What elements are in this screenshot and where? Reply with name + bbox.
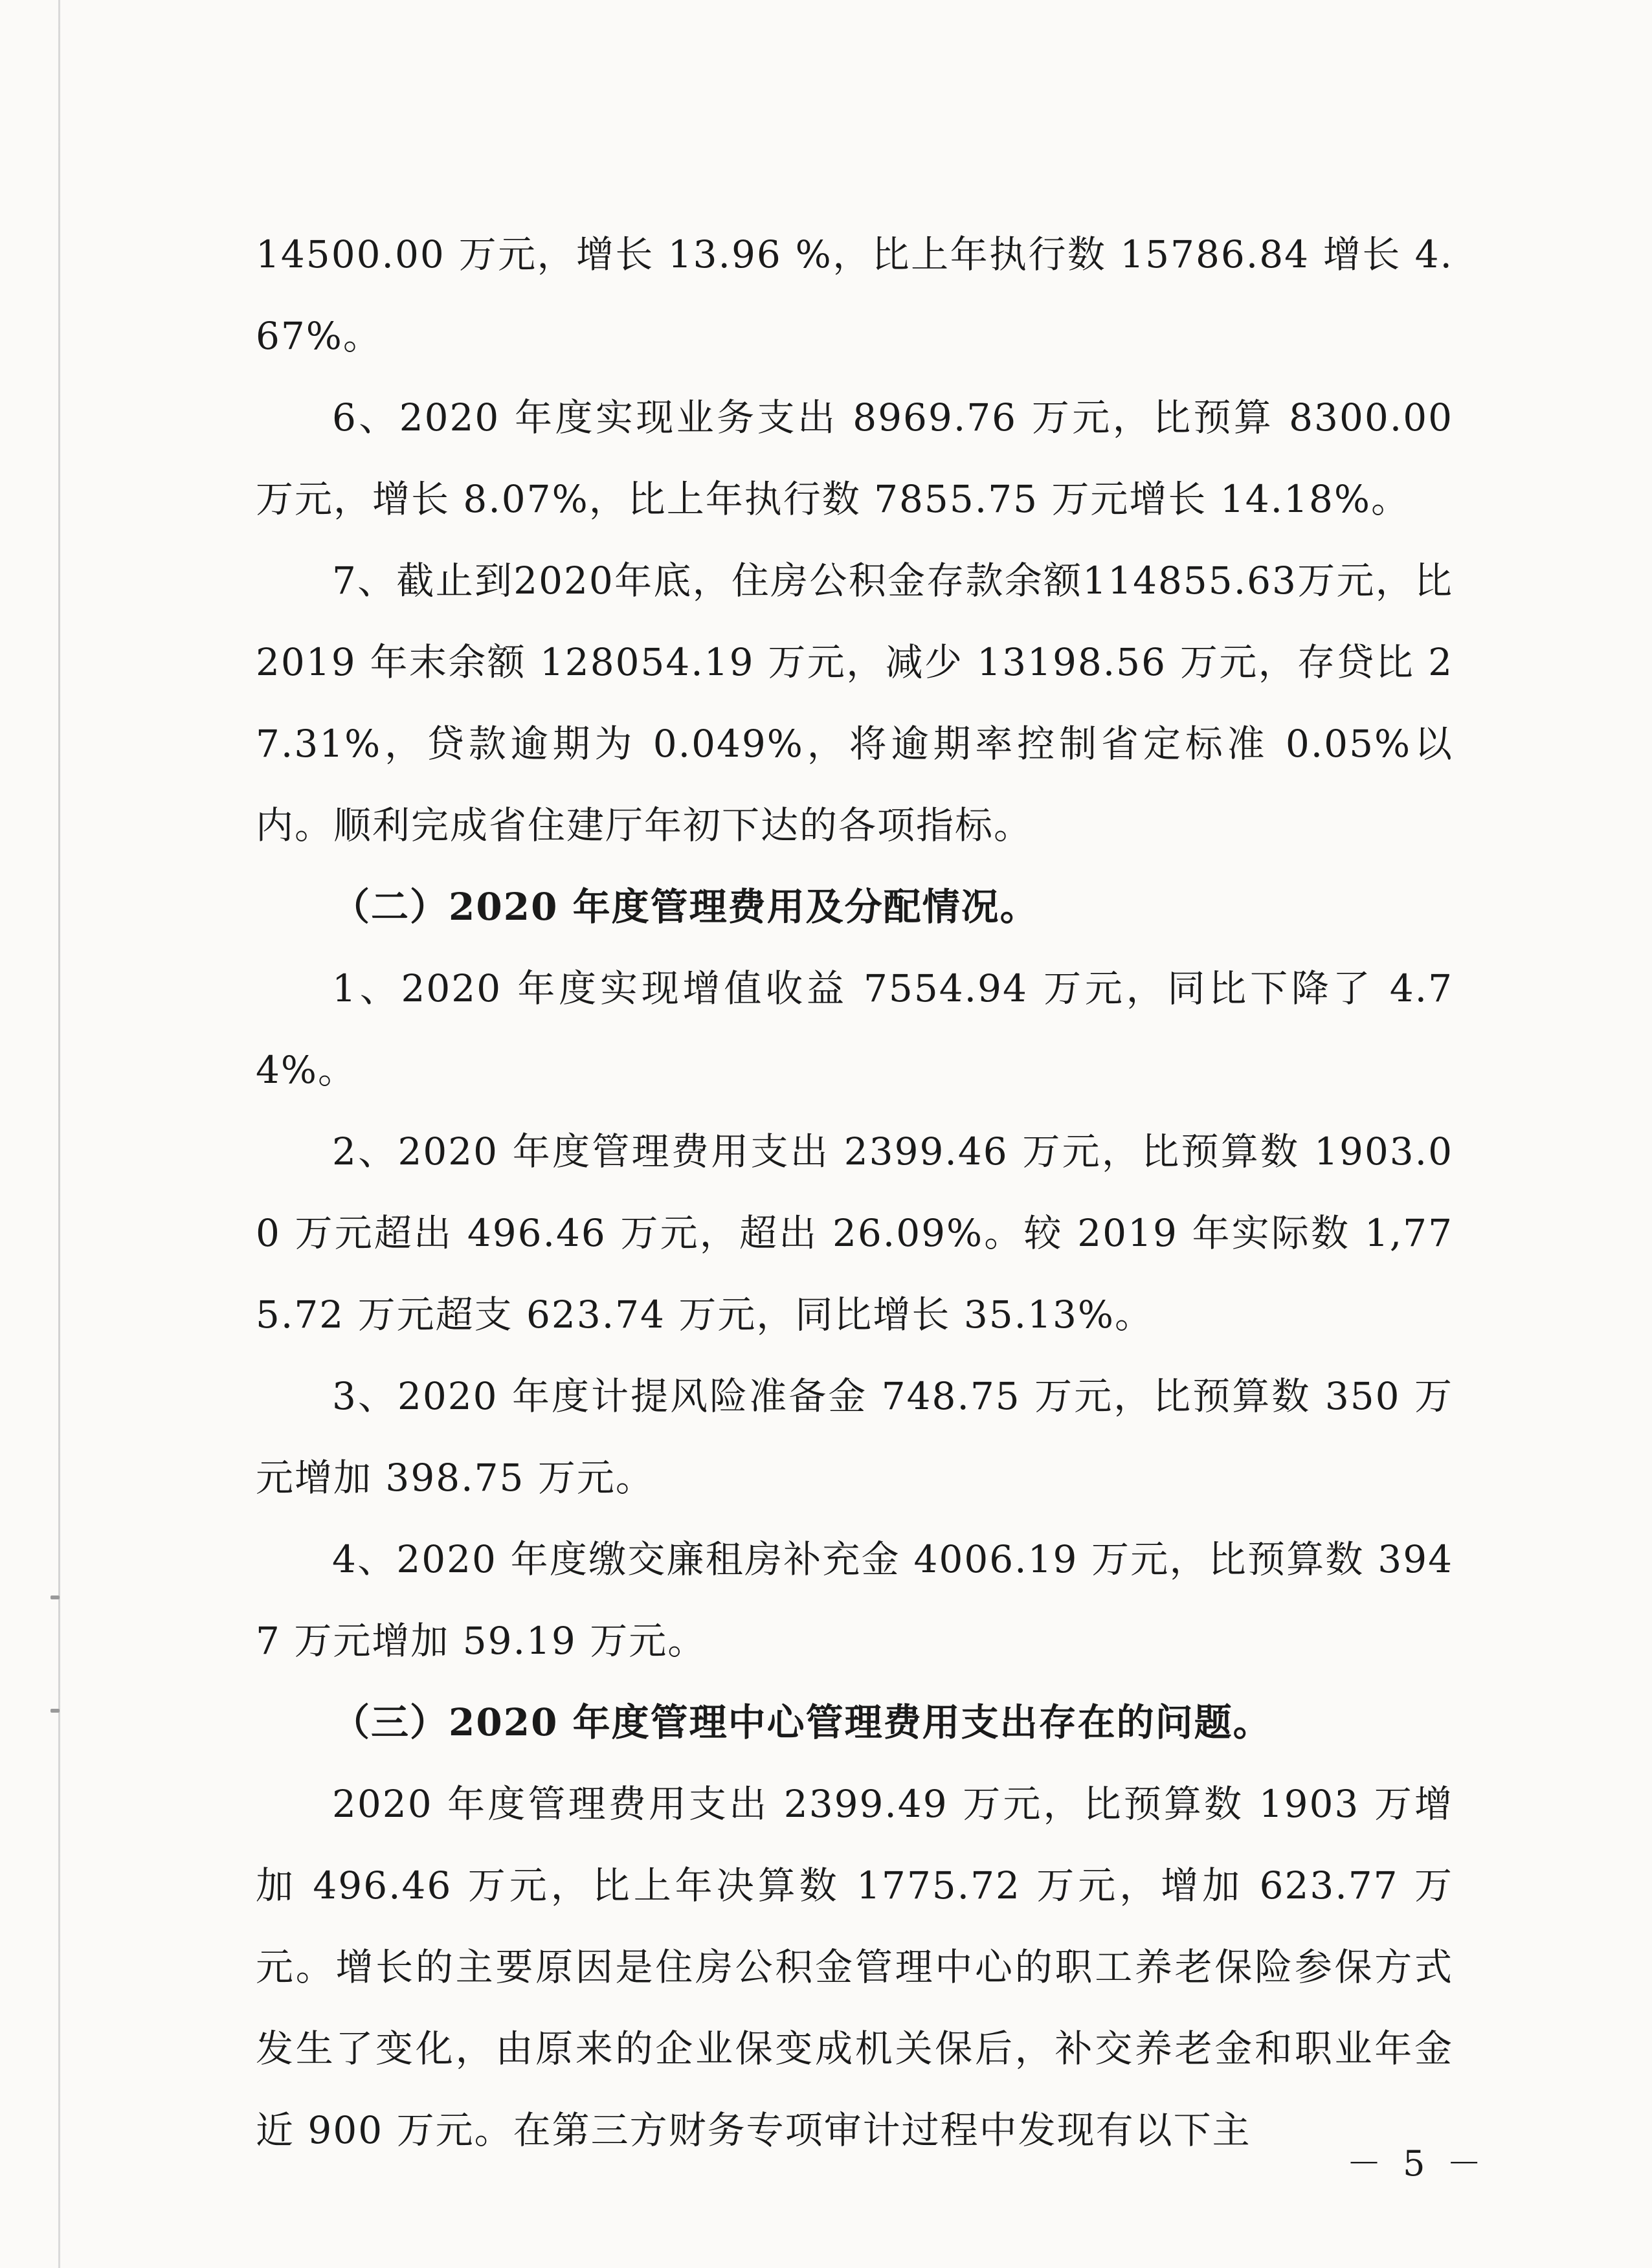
page-binding-edge xyxy=(58,0,60,2268)
binding-mark xyxy=(50,1595,60,1599)
paragraph: 14500.00 万元，增长 13.96 %，比上年执行数 15786.84 增长 4.67%。 xyxy=(256,232,1453,358)
document-body xyxy=(256,214,1453,2171)
paragraph: 6、2020 年度实现业务支出 8969.76 万元，比预算 8300.00 万元，增长 8.07%，比上年执行数 7855.75 万元增长 14.18%。 xyxy=(256,395,1453,521)
paragraph: 2、2020 年度管理费用支出 2399.46 万元，比预算数 1903.00 万元超出 496.46 万元，超出 26.09%。较 2019 年实际数 1,775.72 万元超支 623.74 万元，同比增长 35.13%。 xyxy=(256,1129,1453,1337)
paragraph: 3、2020 年度计提风险准备金 748.75 万元，比预算数 350 万元增加 398.75 万元。 xyxy=(256,1374,1453,1500)
section-heading: （三）2020 年度管理中心管理费用支出存在的问题。 xyxy=(332,1700,1272,1744)
page-number: － 5 － xyxy=(1346,2143,1487,2184)
paragraph: 1、2020 年度实现增值收益 7554.94 万元，同比下降了 4.74%。 xyxy=(256,966,1453,1092)
paragraph: 4、2020 年度缴交廉租房补充金 4006.19 万元，比预算数 3947 万元增加 59.19 万元。 xyxy=(256,1537,1453,1663)
section-heading: （二）2020 年度管理费用及分配情况。 xyxy=(332,885,1039,929)
binding-mark xyxy=(50,1709,60,1713)
paragraph: 7、截止到2020年底，住房公积金存款余额114855.63万元，比 2019 年末余额 128054.19 万元，减少 13198.56 万元，存贷比 27.31%，贷款逾期为 0.049%，将逾期率控制省定标准 0.05%以内。顺利完成省住建厅年初下达的各项指标。 xyxy=(256,559,1453,847)
paragraph: 2020 年度管理费用支出 2399.49 万元，比预算数 1903 万增加 496.46 万元，比上年决算数 1775.72 万元，增加 623.77 万元。增长的主要原因是住房公积金管理中心的职工养老保险参保方式发生了变化，由原来的企业保变成机关保后，补交养老金和职业年金近 900 万元。在第三方财务专项审计过程中发现有以下主 xyxy=(256,1782,1453,2152)
